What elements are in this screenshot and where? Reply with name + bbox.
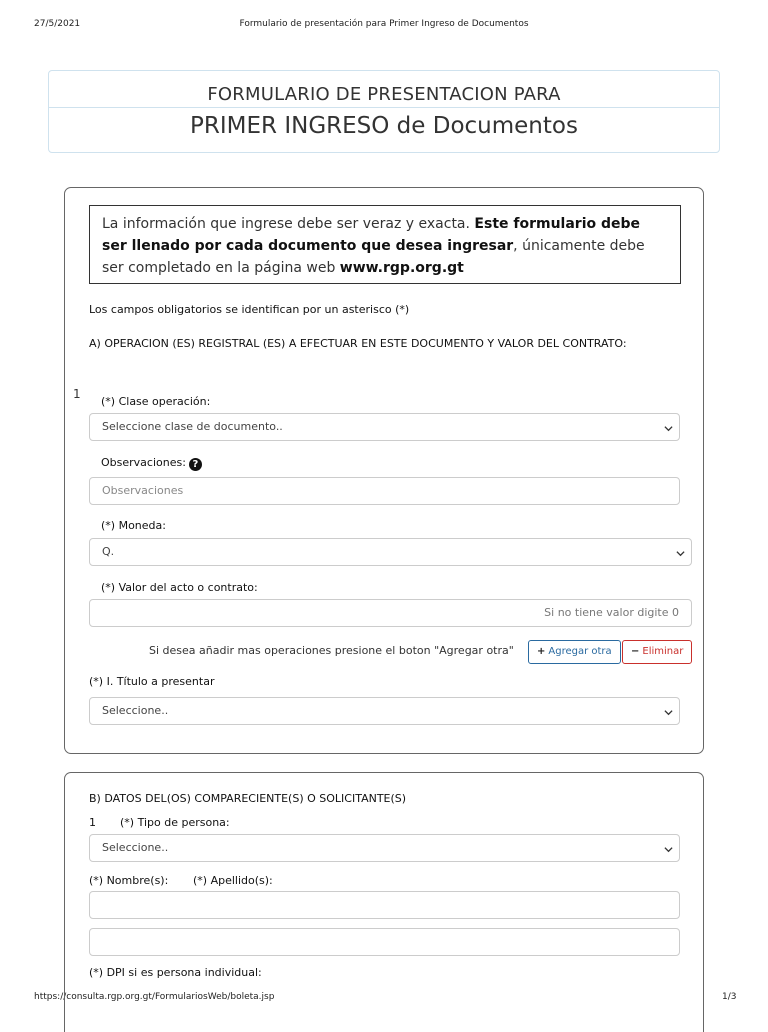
chevron-down-icon bbox=[676, 549, 685, 558]
add-operation-hint: Si desea añadir mas operaciones presione el boton "Agregar otra" bbox=[149, 644, 514, 657]
form-title-box bbox=[48, 70, 720, 153]
clase-operacion-value: Seleccione clase de documento.. bbox=[102, 420, 283, 433]
tipo-persona-select[interactable] bbox=[89, 834, 680, 862]
nombre-input[interactable] bbox=[89, 891, 680, 919]
titulo-presentar-label: (*) I. Título a presentar bbox=[89, 675, 215, 688]
valor-contrato-input[interactable] bbox=[89, 599, 692, 627]
question-circle-icon[interactable]: ? bbox=[189, 458, 202, 471]
minus-icon: − bbox=[631, 646, 640, 657]
remove-operation-button[interactable] bbox=[622, 640, 692, 664]
chevron-down-icon bbox=[664, 424, 673, 433]
clase-operacion-label: (*) Clase operación: bbox=[101, 395, 211, 408]
observaciones-placeholder: Observaciones bbox=[102, 484, 184, 497]
titulo-presentar-select[interactable] bbox=[89, 697, 680, 725]
observaciones-label: Observaciones: bbox=[101, 456, 186, 469]
section-a-heading: A) OPERACION (ES) REGISTRAL (ES) A EFECTUAR EN ESTE DOCUMENTO Y VALOR DEL CONTRATO: bbox=[89, 337, 627, 350]
section-b-heading: B) DATOS DEL(OS) COMPARECIENTE(S) O SOLICITANTE(S) bbox=[89, 792, 407, 805]
valor-contrato-label: (*) Valor del acto o contrato: bbox=[101, 581, 258, 594]
chevron-down-icon bbox=[664, 708, 673, 717]
clase-operacion-select[interactable] bbox=[89, 413, 680, 441]
observaciones-input[interactable] bbox=[89, 477, 680, 505]
chevron-down-icon bbox=[664, 845, 673, 854]
operation-row-number: 1 bbox=[73, 387, 81, 401]
notice-text-1: La información que ingrese debe ser veraz y exacta. bbox=[102, 216, 475, 232]
print-url: https://consulta.rgp.org.gt/FormulariosWeb/boleta.jsp bbox=[34, 992, 275, 1002]
apellido-input[interactable] bbox=[89, 928, 680, 956]
tipo-persona-value: Seleccione.. bbox=[102, 841, 169, 854]
moneda-value: Q. bbox=[102, 545, 115, 558]
notice-website: www.rgp.org.gt bbox=[339, 260, 464, 276]
add-operation-label: Agregar otra bbox=[548, 646, 612, 657]
notice-text-3: , únicamente debe ser completado en la página web bbox=[102, 238, 645, 276]
moneda-select[interactable] bbox=[89, 538, 692, 566]
tipo-persona-label: (*) Tipo de persona: bbox=[120, 816, 230, 829]
valor-contrato-placeholder: Si no tiene valor digite 0 bbox=[544, 606, 679, 619]
observaciones-label-row bbox=[101, 456, 202, 471]
nombre-label: (*) Nombre(s): bbox=[89, 874, 169, 887]
print-date: 27/5/2021 bbox=[34, 19, 81, 29]
form-title-line1: FORMULARIO DE PRESENTACION PARA bbox=[207, 84, 561, 105]
notice-box bbox=[89, 205, 681, 284]
persona-row-number: 1 bbox=[89, 816, 96, 829]
print-page-title: Formulario de presentación para Primer Ingreso de Documentos bbox=[239, 19, 529, 29]
dpi-label: (*) DPI si es persona individual: bbox=[89, 966, 262, 979]
moneda-label: (*) Moneda: bbox=[101, 519, 166, 532]
print-page-number: 1/3 bbox=[722, 992, 737, 1002]
form-title-line2: PRIMER INGRESO de Documentos bbox=[190, 113, 578, 139]
plus-icon: + bbox=[537, 646, 546, 657]
titulo-presentar-value: Seleccione.. bbox=[102, 704, 169, 717]
required-fields-note: Los campos obligatorios se identifican por un asterisco (*) bbox=[89, 303, 410, 316]
remove-operation-label: Eliminar bbox=[642, 646, 684, 657]
apellido-label: (*) Apellido(s): bbox=[193, 874, 273, 887]
notice-text-2: Este formulario debe ser llenado por cada documento que desea ingresar bbox=[102, 216, 641, 254]
add-operation-button[interactable] bbox=[528, 640, 621, 664]
title-divider bbox=[49, 107, 719, 108]
